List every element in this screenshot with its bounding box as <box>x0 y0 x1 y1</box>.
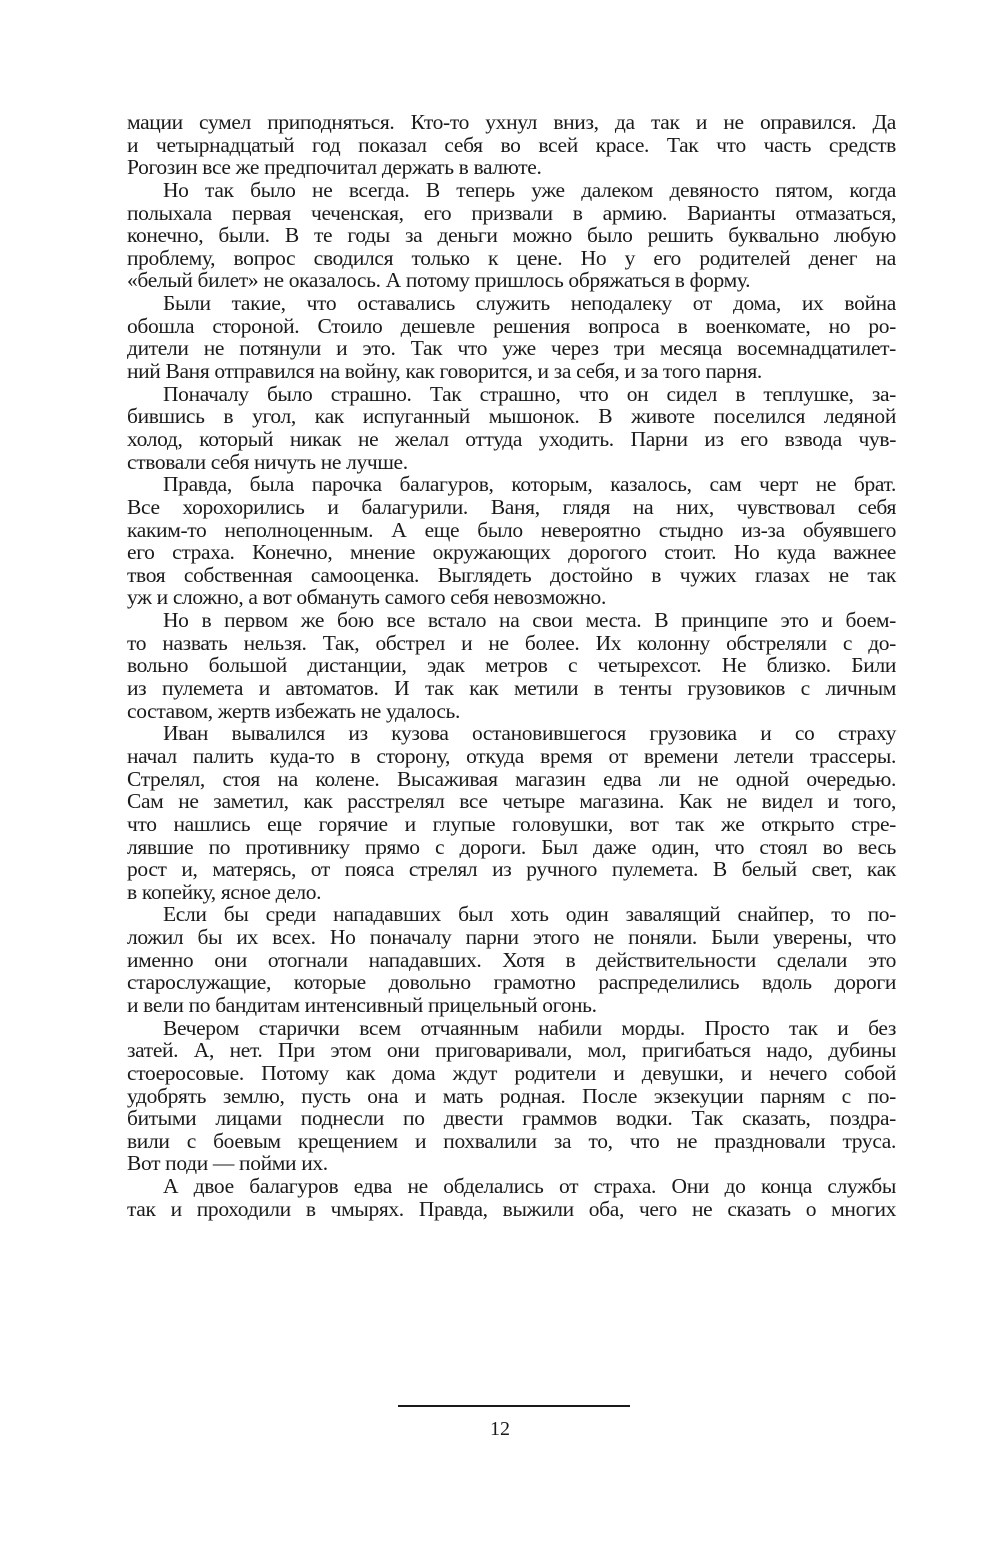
text-line: именно они отогнали нападавших. Хотя в действительности сделали это <box>127 947 896 972</box>
paragraph-first-line: Были такие, что оставались служить неподалеку от дома, их война <box>163 291 896 316</box>
text-line: битыми лицами поднесли по двести граммов водки. Так сказать, поздра- <box>127 1106 896 1131</box>
text-line: каким-то неполноценным. А еще было невероятно стыдно из-за обуявшего <box>127 517 896 542</box>
text-line: «белый билет» не оказалось. А потому пришлось обряжаться в форму. <box>127 268 751 293</box>
paragraph-first-line: Но так было не всегда. В теперь уже далеком девяносто пятом, когда <box>163 177 896 202</box>
text-line: затей. А, нет. При этом они приговаривали, мол, пригибаться надо, дубины <box>127 1038 896 1063</box>
text-line: полыхала первая чеченская, его призвали в армию. Варианты отмазаться, <box>127 200 896 225</box>
text-line: удобрять землю, пусть она и мать родная. После экзекуции парням с по- <box>127 1083 896 1108</box>
text-line: то назвать нельзя. Так, обстрел и не более. Их колонну обстреляли с до- <box>127 630 896 655</box>
text-line: Все хорохорились и балагурили. Ваня, глядя на них, чувствовал себя <box>127 494 896 519</box>
text-line: ствовали себя ничуть не лучше. <box>127 449 408 474</box>
text-line: старослужащие, которые довольно грамотно распределились вдоль дороги <box>127 970 896 995</box>
text-line: стоеросовые. Потому как дома ждут родители и девушки, и нечего собой <box>127 1060 896 1085</box>
text-line: его страха. Конечно, мнение окружающих дорогого стоит. Но куда важнее <box>127 540 896 565</box>
paragraph-first-line: Но в первом же бою все встало на свои места. В принципе это и боем- <box>163 608 896 633</box>
paragraph-first-line: Поначалу было страшно. Так страшно, что он сидел в теплушке, за- <box>163 381 896 406</box>
text-line: лявшие по противнику прямо с дороги. Был даже один, что стоял во весь <box>127 834 896 859</box>
text-line: и четырнадцатый год показал себя во всей красе. Так что часть средств <box>127 132 896 157</box>
text-line: холод, который никак не желал оттуда уходить. Парни из его взвода чув- <box>127 426 896 451</box>
text-line: мации сумел приподняться. Кто-то ухнул вниз, да так и не оправился. Да <box>127 110 896 134</box>
text-line: рост и, матерясь, от пояса стрелял из ручного пулемета. В белый свет, как <box>127 857 896 882</box>
text-line: из пулемета и автоматов. И так как метили в тенты грузовиков с личным <box>127 676 896 701</box>
text-line: и вели по бандитам интенсивный прицельный огонь. <box>127 992 597 1017</box>
page-body-text <box>127 111 896 1220</box>
text-line: Стрелял, стоя на колене. Высаживая магазин едва ли не одной очередью. <box>127 766 896 791</box>
footer-rule <box>398 1405 630 1407</box>
paragraph-first-line: А двое балагуров едва не обделались от страха. Они до конца службы <box>163 1174 896 1199</box>
text-line: обошла стороной. Стоило дешевле решения вопроса в военкомате, но ро- <box>127 313 896 338</box>
text-line: Рогозин все же предпочитал держать в валюте. <box>127 155 542 180</box>
text-line: ний Ваня отправился на войну, как говорится, и за себя, и за того парня. <box>127 359 762 384</box>
page-number: 12 <box>490 1418 510 1440</box>
text-line: вили с боевым крещением и похвалили за то, что не праздновали труса. <box>127 1128 896 1153</box>
text-line: Сам не заметил, как расстрелял все четыре магазина. Как не видел и того, <box>127 789 896 814</box>
paragraph-first-line: Правда, была парочка балагуров, которым, казалось, сам черт не брат. <box>163 472 896 497</box>
text-line: Вот поди — пойми их. <box>127 1151 328 1176</box>
paragraph-first-line: Вечером старички всем отчаянным набили морды. Просто так и без <box>163 1015 896 1040</box>
paragraph-first-line: Если бы среди нападавших был хоть один завалящий снайпер, то по- <box>163 902 896 927</box>
text-line: твоя собственная самооценка. Выглядеть достойно в чужих глазах не так <box>127 562 896 587</box>
text-line: начал палить куда-то в сторону, откуда время от времени летели трассеры. <box>127 743 896 768</box>
text-line: ложил бы их всех. Но поначалу парни этого не поняли. Были уверены, что <box>127 925 896 950</box>
text-line: проблему, вопрос сводился только к цене. Но у его родителей денег на <box>127 245 896 270</box>
text-line: в копейку, ясное дело. <box>127 879 322 904</box>
text-line: вольно большой дистанции, эдак метров с четырехсот. Не близко. Били <box>127 653 896 678</box>
text-line: дители не потянули и это. Так что уже через три месяца восемнадцатилет- <box>127 336 896 361</box>
paragraph-first-line: Иван вывалился из кузова остановившегося грузовика и со страху <box>163 721 896 746</box>
text-line: конечно, были. В те годы за деньги можно было решить буквально любую <box>127 223 896 248</box>
text-line: бившись в угол, как испуганный мышонок. В животе поселился ледяной <box>127 404 896 429</box>
text-line: так и проходили в чмырях. Правда, выжили оба, чего не сказать о многих <box>127 1196 896 1221</box>
text-line: уж и сложно, а вот обмануть самого себя невозможно. <box>127 585 606 610</box>
text-line: что нашлись еще горячие и глупые головушки, вот так же открыто стре- <box>127 811 896 836</box>
text-line: составом, жертв избежать не удалось. <box>127 698 461 723</box>
